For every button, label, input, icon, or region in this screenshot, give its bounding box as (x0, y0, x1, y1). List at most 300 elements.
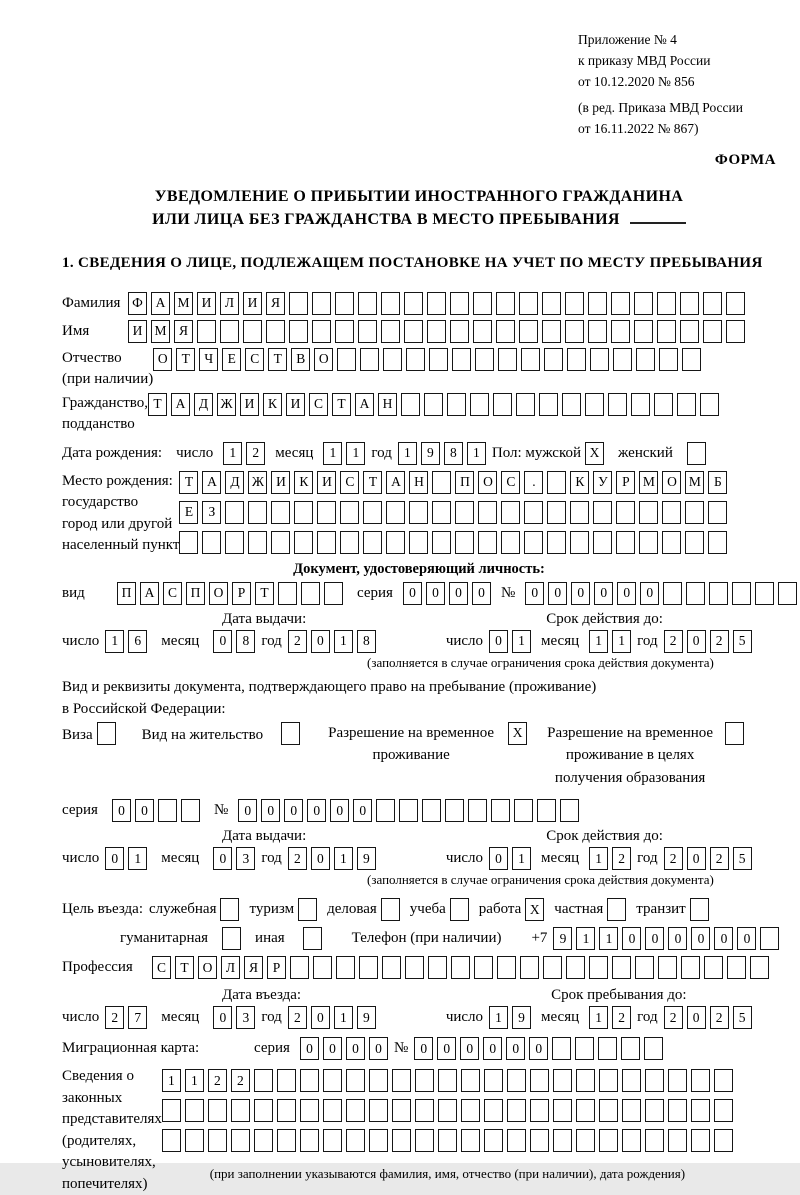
char-cell[interactable] (392, 1129, 411, 1152)
char-cell[interactable] (496, 292, 515, 315)
char-cell[interactable] (639, 531, 658, 554)
char-cell[interactable] (700, 393, 719, 416)
char-cell[interactable] (726, 292, 745, 315)
char-cell[interactable] (438, 1099, 457, 1122)
char-cell[interactable] (645, 1099, 664, 1122)
char-cell[interactable]: И (317, 471, 336, 494)
char-cell[interactable] (704, 956, 723, 979)
char-cell[interactable]: 1 (334, 1006, 353, 1029)
char-cell[interactable]: 0 (369, 1037, 388, 1060)
char-cell[interactable]: Ж (248, 471, 267, 494)
char-cell[interactable] (657, 320, 676, 343)
char-cell[interactable]: Е (222, 348, 241, 371)
char-cell[interactable]: 5 (733, 630, 752, 653)
char-cell[interactable]: М (639, 471, 658, 494)
char-cell[interactable]: 0 (311, 847, 330, 870)
char-cell[interactable]: 0 (529, 1037, 548, 1060)
char-cell[interactable] (682, 348, 701, 371)
char-cell[interactable] (271, 501, 290, 524)
char-cell[interactable]: 0 (284, 799, 303, 822)
char-cell[interactable] (520, 956, 539, 979)
char-cell[interactable] (691, 1129, 710, 1152)
char-cell[interactable] (277, 1129, 296, 1152)
char-cell[interactable] (179, 531, 198, 554)
char-cell[interactable]: Б (708, 471, 727, 494)
char-cell[interactable] (644, 1037, 663, 1060)
char-cell[interactable]: П (186, 582, 205, 605)
char-cell[interactable] (359, 956, 378, 979)
char-cell[interactable]: С (501, 471, 520, 494)
char-cell[interactable]: Р (267, 956, 286, 979)
char-cell[interactable]: К (294, 471, 313, 494)
char-cell[interactable] (611, 320, 630, 343)
char-cell[interactable] (668, 1069, 687, 1092)
char-cell[interactable] (727, 956, 746, 979)
char-cell[interactable]: 0 (687, 630, 706, 653)
char-cell[interactable] (254, 1069, 273, 1092)
char-cell[interactable]: Т (332, 393, 351, 416)
char-cell[interactable] (612, 956, 631, 979)
char-cell[interactable]: 5 (733, 1006, 752, 1029)
sex-female-checkbox[interactable] (687, 442, 706, 465)
char-cell[interactable]: А (140, 582, 159, 605)
char-cell[interactable] (726, 320, 745, 343)
char-cell[interactable]: Р (232, 582, 251, 605)
char-cell[interactable]: 1 (589, 847, 608, 870)
char-cell[interactable] (516, 393, 535, 416)
char-cell[interactable] (663, 582, 682, 605)
char-cell[interactable] (677, 393, 696, 416)
char-cell[interactable] (376, 799, 395, 822)
char-cell[interactable] (473, 320, 492, 343)
char-cell[interactable] (634, 292, 653, 315)
char-cell[interactable]: Т (175, 956, 194, 979)
char-cell[interactable]: Ч (199, 348, 218, 371)
char-cell[interactable]: Т (363, 471, 382, 494)
char-cell[interactable] (565, 292, 584, 315)
char-cell[interactable]: О (314, 348, 333, 371)
char-cell[interactable] (496, 320, 515, 343)
char-cell[interactable] (427, 292, 446, 315)
transit-checkbox[interactable] (690, 898, 709, 921)
char-cell[interactable] (301, 582, 320, 605)
char-cell[interactable] (475, 348, 494, 371)
char-cell[interactable] (662, 501, 681, 524)
char-cell[interactable]: С (245, 348, 264, 371)
char-cell[interactable] (381, 292, 400, 315)
char-cell[interactable]: П (455, 471, 474, 494)
char-cell[interactable] (621, 1037, 640, 1060)
char-cell[interactable] (497, 956, 516, 979)
char-cell[interactable] (185, 1099, 204, 1122)
char-cell[interactable]: В (291, 348, 310, 371)
char-cell[interactable] (452, 348, 471, 371)
char-cell[interactable]: 0 (323, 1037, 342, 1060)
char-cell[interactable]: 1 (589, 1006, 608, 1029)
char-cell[interactable] (685, 531, 704, 554)
char-cell[interactable] (336, 956, 355, 979)
char-cell[interactable] (313, 956, 332, 979)
char-cell[interactable] (552, 1037, 571, 1060)
char-cell[interactable] (266, 320, 285, 343)
char-cell[interactable] (645, 1129, 664, 1152)
char-cell[interactable] (461, 1129, 480, 1152)
char-cell[interactable] (680, 292, 699, 315)
char-cell[interactable] (363, 531, 382, 554)
char-cell[interactable] (703, 292, 722, 315)
char-cell[interactable] (432, 531, 451, 554)
char-cell[interactable] (760, 927, 779, 950)
char-cell[interactable] (381, 320, 400, 343)
char-cell[interactable]: 0 (687, 847, 706, 870)
char-cell[interactable] (392, 1069, 411, 1092)
char-cell[interactable]: И (240, 393, 259, 416)
char-cell[interactable] (681, 956, 700, 979)
char-cell[interactable] (415, 1099, 434, 1122)
char-cell[interactable] (447, 393, 466, 416)
char-cell[interactable] (537, 799, 556, 822)
char-cell[interactable] (289, 320, 308, 343)
char-cell[interactable]: 1 (512, 847, 531, 870)
temp-residence-education-checkbox[interactable] (725, 722, 744, 745)
char-cell[interactable] (363, 501, 382, 524)
private-checkbox[interactable] (607, 898, 626, 921)
char-cell[interactable]: 0 (449, 582, 468, 605)
char-cell[interactable]: О (478, 471, 497, 494)
char-cell[interactable] (278, 582, 297, 605)
char-cell[interactable]: 1 (334, 847, 353, 870)
char-cell[interactable]: 0 (135, 799, 154, 822)
char-cell[interactable]: 0 (645, 927, 664, 950)
char-cell[interactable] (346, 1129, 365, 1152)
char-cell[interactable] (409, 531, 428, 554)
work-checkbox[interactable]: X (525, 898, 544, 921)
char-cell[interactable] (438, 1129, 457, 1152)
char-cell[interactable]: 0 (311, 1006, 330, 1029)
char-cell[interactable]: С (340, 471, 359, 494)
char-cell[interactable]: М (174, 292, 193, 315)
char-cell[interactable]: 0 (714, 927, 733, 950)
char-cell[interactable]: И (243, 292, 262, 315)
char-cell[interactable] (335, 292, 354, 315)
char-cell[interactable] (493, 393, 512, 416)
char-cell[interactable] (346, 1069, 365, 1092)
char-cell[interactable]: 2 (288, 630, 307, 653)
char-cell[interactable] (324, 582, 343, 605)
char-cell[interactable] (432, 471, 451, 494)
char-cell[interactable] (501, 531, 520, 554)
char-cell[interactable] (599, 1129, 618, 1152)
char-cell[interactable] (519, 292, 538, 315)
char-cell[interactable]: 1 (489, 1006, 508, 1029)
char-cell[interactable] (277, 1099, 296, 1122)
char-cell[interactable]: 2 (664, 847, 683, 870)
char-cell[interactable] (593, 501, 612, 524)
char-cell[interactable]: 1 (346, 442, 365, 465)
char-cell[interactable] (432, 501, 451, 524)
char-cell[interactable] (158, 799, 177, 822)
char-cell[interactable]: 1 (105, 630, 124, 653)
char-cell[interactable]: А (355, 393, 374, 416)
char-cell[interactable]: И (128, 320, 147, 343)
char-cell[interactable] (461, 1069, 480, 1092)
char-cell[interactable]: А (202, 471, 221, 494)
char-cell[interactable] (570, 501, 589, 524)
char-cell[interactable]: 8 (357, 630, 376, 653)
char-cell[interactable]: 0 (472, 582, 491, 605)
char-cell[interactable] (300, 1099, 319, 1122)
char-cell[interactable] (455, 501, 474, 524)
char-cell[interactable] (346, 1099, 365, 1122)
char-cell[interactable] (553, 1099, 572, 1122)
char-cell[interactable] (565, 320, 584, 343)
char-cell[interactable]: К (570, 471, 589, 494)
char-cell[interactable]: Л (221, 956, 240, 979)
char-cell[interactable]: Т (176, 348, 195, 371)
char-cell[interactable] (468, 799, 487, 822)
char-cell[interactable]: 0 (668, 927, 687, 950)
char-cell[interactable] (484, 1129, 503, 1152)
char-cell[interactable] (317, 501, 336, 524)
char-cell[interactable] (428, 956, 447, 979)
char-cell[interactable]: 0 (112, 799, 131, 822)
char-cell[interactable] (501, 501, 520, 524)
char-cell[interactable]: 1 (223, 442, 242, 465)
char-cell[interactable]: 9 (421, 442, 440, 465)
char-cell[interactable] (323, 1129, 342, 1152)
char-cell[interactable]: 1 (323, 442, 342, 465)
char-cell[interactable]: 0 (571, 582, 590, 605)
char-cell[interactable]: 2 (231, 1069, 250, 1092)
char-cell[interactable]: 1 (185, 1069, 204, 1092)
sex-male-checkbox[interactable]: X (585, 442, 604, 465)
char-cell[interactable] (732, 582, 751, 605)
char-cell[interactable] (547, 531, 566, 554)
visa-checkbox[interactable] (97, 722, 116, 745)
char-cell[interactable] (185, 1129, 204, 1152)
char-cell[interactable] (657, 292, 676, 315)
char-cell[interactable] (553, 1129, 572, 1152)
char-cell[interactable] (202, 531, 221, 554)
char-cell[interactable] (680, 320, 699, 343)
char-cell[interactable]: 0 (437, 1037, 456, 1060)
char-cell[interactable]: 1 (612, 630, 631, 653)
char-cell[interactable] (248, 501, 267, 524)
char-cell[interactable] (450, 292, 469, 315)
char-cell[interactable]: 0 (330, 799, 349, 822)
char-cell[interactable]: 0 (622, 927, 641, 950)
char-cell[interactable]: Я (266, 292, 285, 315)
char-cell[interactable]: 0 (403, 582, 422, 605)
char-cell[interactable] (392, 1099, 411, 1122)
char-cell[interactable] (484, 1069, 503, 1092)
char-cell[interactable]: 2 (710, 630, 729, 653)
char-cell[interactable]: 0 (460, 1037, 479, 1060)
char-cell[interactable] (662, 531, 681, 554)
char-cell[interactable] (588, 292, 607, 315)
char-cell[interactable] (575, 1037, 594, 1060)
char-cell[interactable] (386, 531, 405, 554)
char-cell[interactable] (570, 531, 589, 554)
char-cell[interactable] (254, 1099, 273, 1122)
char-cell[interactable]: А (171, 393, 190, 416)
char-cell[interactable]: 0 (261, 799, 280, 822)
study-checkbox[interactable] (450, 898, 469, 921)
char-cell[interactable]: 0 (213, 847, 232, 870)
char-cell[interactable] (225, 501, 244, 524)
char-cell[interactable] (422, 799, 441, 822)
char-cell[interactable] (750, 956, 769, 979)
char-cell[interactable]: 1 (162, 1069, 181, 1092)
char-cell[interactable]: Ж (217, 393, 236, 416)
char-cell[interactable] (598, 1037, 617, 1060)
char-cell[interactable] (473, 292, 492, 315)
char-cell[interactable] (429, 348, 448, 371)
char-cell[interactable]: Ф (128, 292, 147, 315)
char-cell[interactable] (599, 1069, 618, 1092)
char-cell[interactable]: С (163, 582, 182, 605)
char-cell[interactable] (317, 531, 336, 554)
char-cell[interactable] (290, 956, 309, 979)
char-cell[interactable]: 2 (664, 1006, 683, 1029)
char-cell[interactable] (386, 501, 405, 524)
char-cell[interactable]: 0 (691, 927, 710, 950)
char-cell[interactable] (358, 292, 377, 315)
char-cell[interactable] (703, 320, 722, 343)
char-cell[interactable]: 2 (710, 1006, 729, 1029)
char-cell[interactable] (530, 1069, 549, 1092)
char-cell[interactable] (524, 501, 543, 524)
char-cell[interactable] (404, 292, 423, 315)
char-cell[interactable]: 0 (687, 1006, 706, 1029)
char-cell[interactable] (220, 320, 239, 343)
char-cell[interactable] (323, 1069, 342, 1092)
char-cell[interactable] (685, 501, 704, 524)
char-cell[interactable] (668, 1099, 687, 1122)
char-cell[interactable] (358, 320, 377, 343)
char-cell[interactable] (225, 531, 244, 554)
char-cell[interactable] (560, 799, 579, 822)
char-cell[interactable]: 2 (208, 1069, 227, 1092)
char-cell[interactable]: А (151, 292, 170, 315)
char-cell[interactable]: 0 (594, 582, 613, 605)
char-cell[interactable]: 1 (512, 630, 531, 653)
char-cell[interactable] (542, 292, 561, 315)
char-cell[interactable] (616, 501, 635, 524)
char-cell[interactable] (455, 531, 474, 554)
char-cell[interactable] (162, 1129, 181, 1152)
char-cell[interactable]: П (117, 582, 136, 605)
char-cell[interactable]: 0 (307, 799, 326, 822)
char-cell[interactable]: 1 (128, 847, 147, 870)
char-cell[interactable] (478, 501, 497, 524)
char-cell[interactable] (507, 1129, 526, 1152)
char-cell[interactable] (461, 1099, 480, 1122)
char-cell[interactable] (484, 1099, 503, 1122)
char-cell[interactable]: Т (148, 393, 167, 416)
char-cell[interactable] (622, 1099, 641, 1122)
char-cell[interactable]: . (524, 471, 543, 494)
char-cell[interactable] (589, 956, 608, 979)
char-cell[interactable]: Т (179, 471, 198, 494)
char-cell[interactable] (277, 1069, 296, 1092)
char-cell[interactable] (654, 393, 673, 416)
char-cell[interactable]: 0 (238, 799, 257, 822)
char-cell[interactable] (521, 348, 540, 371)
char-cell[interactable] (524, 531, 543, 554)
temp-residence-checkbox[interactable]: X (508, 722, 527, 745)
business-checkbox[interactable] (381, 898, 400, 921)
char-cell[interactable] (599, 1099, 618, 1122)
char-cell[interactable] (507, 1069, 526, 1092)
char-cell[interactable] (616, 531, 635, 554)
residence-permit-checkbox[interactable] (281, 722, 300, 745)
char-cell[interactable] (340, 531, 359, 554)
char-cell[interactable] (622, 1069, 641, 1092)
char-cell[interactable] (337, 348, 356, 371)
char-cell[interactable] (613, 348, 632, 371)
char-cell[interactable]: Т (268, 348, 287, 371)
char-cell[interactable] (478, 531, 497, 554)
char-cell[interactable]: 0 (737, 927, 756, 950)
char-cell[interactable] (415, 1129, 434, 1152)
char-cell[interactable] (231, 1099, 250, 1122)
char-cell[interactable]: 2 (612, 847, 631, 870)
char-cell[interactable]: 0 (483, 1037, 502, 1060)
char-cell[interactable]: 3 (236, 1006, 255, 1029)
char-cell[interactable] (588, 320, 607, 343)
char-cell[interactable]: 0 (353, 799, 372, 822)
char-cell[interactable]: 0 (506, 1037, 525, 1060)
char-cell[interactable]: 0 (105, 847, 124, 870)
char-cell[interactable]: Д (225, 471, 244, 494)
char-cell[interactable]: 0 (489, 630, 508, 653)
char-cell[interactable]: 0 (489, 847, 508, 870)
char-cell[interactable] (544, 348, 563, 371)
official-checkbox[interactable] (220, 898, 239, 921)
char-cell[interactable] (755, 582, 774, 605)
char-cell[interactable]: 0 (548, 582, 567, 605)
char-cell[interactable] (254, 1129, 273, 1152)
char-cell[interactable]: О (198, 956, 217, 979)
char-cell[interactable]: 2 (246, 442, 265, 465)
char-cell[interactable]: Е (179, 501, 198, 524)
char-cell[interactable] (636, 348, 655, 371)
char-cell[interactable] (539, 393, 558, 416)
char-cell[interactable]: Д (194, 393, 213, 416)
char-cell[interactable] (553, 1069, 572, 1092)
char-cell[interactable] (162, 1099, 181, 1122)
char-cell[interactable] (530, 1129, 549, 1152)
char-cell[interactable] (566, 956, 585, 979)
char-cell[interactable] (450, 320, 469, 343)
char-cell[interactable] (611, 292, 630, 315)
char-cell[interactable] (248, 531, 267, 554)
char-cell[interactable] (401, 393, 420, 416)
char-cell[interactable] (415, 1069, 434, 1092)
char-cell[interactable] (622, 1129, 641, 1152)
char-cell[interactable] (300, 1069, 319, 1092)
char-cell[interactable]: 1 (576, 927, 595, 950)
char-cell[interactable]: И (271, 471, 290, 494)
char-cell[interactable]: С (309, 393, 328, 416)
tourism-checkbox[interactable] (298, 898, 317, 921)
char-cell[interactable] (197, 320, 216, 343)
char-cell[interactable]: У (593, 471, 612, 494)
char-cell[interactable] (404, 320, 423, 343)
char-cell[interactable]: 0 (213, 630, 232, 653)
char-cell[interactable] (547, 471, 566, 494)
